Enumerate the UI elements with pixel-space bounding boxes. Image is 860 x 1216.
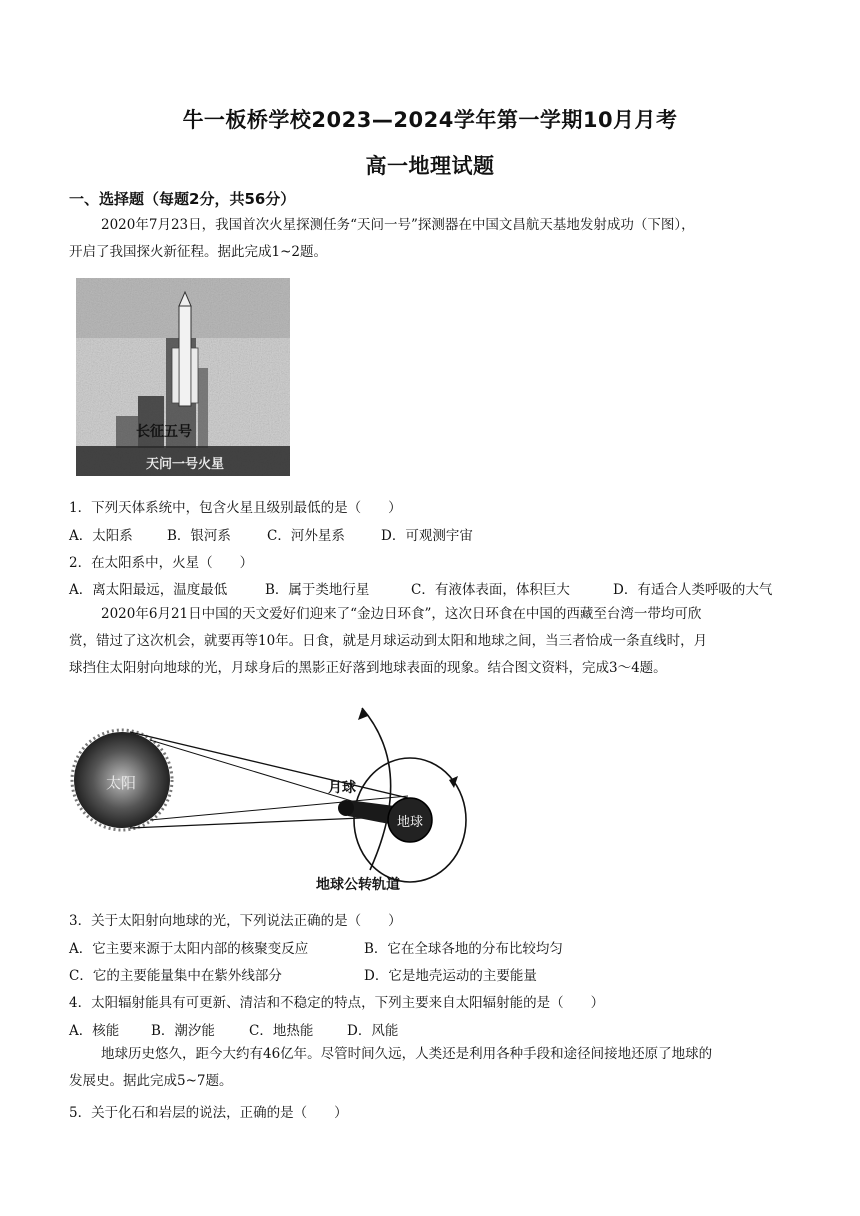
passage-2-line-3: 球挡住太阳射向地球的光，月球身后的黑影正好落到地球表面的现象。结合图文资料，完成3～4题。 — [69, 660, 667, 676]
q4-option-b[interactable]: B．潮汐能 — [151, 1023, 215, 1039]
passage-2-line-1: 2020年6月21日中国的天文爱好们迎来了“金边日环食”，这次日环食在中国的西藏至台湾一带均可欣 — [101, 606, 702, 622]
exam-title: 牛一板桥学校2023—2024学年第一学期10月月考 — [182, 108, 678, 132]
moon-icon — [338, 800, 354, 816]
question-3-stem: 3．关于太阳射向地球的光，下列说法正确的是（ ） — [69, 913, 402, 929]
q1-option-c[interactable]: C．河外星系 — [267, 528, 345, 544]
moon-label: 月球 — [328, 780, 356, 796]
question-2-options — [69, 578, 772, 598]
q3-option-d[interactable]: D．它是地壳运动的主要能量 — [364, 968, 537, 984]
question-3-options-row-2 — [69, 964, 537, 984]
question-1-stem: 1．下列天体系统中，包含火星且级别最低的是（ ） — [69, 500, 402, 516]
passage-3-line-2: 发展史。据此完成5~7题。 — [69, 1073, 233, 1089]
q4-option-d[interactable]: D．风能 — [347, 1023, 399, 1039]
question-4-stem: 4．太阳辐射能具有可更新、清洁和不稳定的特点，下列主要来自太阳辐射能的是（ ） — [69, 995, 605, 1011]
section-heading: 一、选择题（每题2分，共56分） — [69, 190, 296, 208]
q2-option-b[interactable]: B．属于类地行星 — [265, 582, 370, 598]
question-1-options — [69, 524, 473, 544]
photo-caption-2: 天问一号火星 — [146, 457, 225, 472]
photo-caption-1: 长征五号 — [136, 424, 192, 440]
q3-option-b[interactable]: B．它在全球各地的分布比较均匀 — [364, 941, 563, 957]
q4-option-a[interactable]: A．核能 — [69, 1023, 120, 1039]
question-4-options — [69, 1019, 398, 1039]
passage-1-line-1: 2020年7月23日，我国首次火星探测任务“天问一号”探测器在中国文昌航天基地发射成功（下图）， — [101, 217, 695, 233]
q3-option-c[interactable]: C．它的主要能量集中在紫外线部分 — [69, 968, 282, 984]
q2-option-d[interactable]: D．有适合人类呼吸的大气 — [613, 582, 773, 598]
q1-option-b[interactable]: B．银河系 — [167, 528, 231, 544]
q2-option-a[interactable]: A．离太阳最远，温度最低 — [69, 582, 228, 598]
question-2-stem: 2．在太阳系中，火星（ ） — [69, 555, 254, 571]
question-3-options-row-1 — [69, 937, 563, 957]
sun-label: 太阳 — [106, 774, 137, 792]
rocket-launch-photo — [76, 278, 290, 476]
question-5-stem: 5．关于化石和岩层的说法，正确的是（ ） — [69, 1105, 348, 1121]
q2-option-c[interactable]: C．有液体表面，体积巨大 — [411, 582, 570, 598]
q1-option-d[interactable]: D．可观测宇宙 — [381, 528, 473, 544]
q4-option-c[interactable]: C．地热能 — [249, 1023, 314, 1039]
passage-3-line-1: 地球历史悠久，距今大约有46亿年。尽管时间久远，人类还是利用各种手段和途径间接地还原了地球的 — [101, 1046, 713, 1062]
q1-option-a[interactable]: A．太阳系 — [69, 528, 133, 544]
passage-2-line-2: 赏，错过了这次机会，就要再等10年。日食，就是月球运动到太阳和地球之间，当三者恰成一条直线时，月 — [69, 633, 708, 649]
orbit-label: 地球公转轨道 — [316, 877, 400, 893]
passage-1-line-2: 开启了我国探火新征程。据此完成1~2题。 — [69, 244, 327, 260]
exam-subtitle: 高一地理试题 — [365, 154, 495, 178]
earth-label: 地球 — [397, 815, 424, 830]
solar-eclipse-diagram — [70, 700, 480, 895]
q3-option-a[interactable]: A．它主要来源于太阳内部的核聚变反应 — [69, 941, 309, 957]
